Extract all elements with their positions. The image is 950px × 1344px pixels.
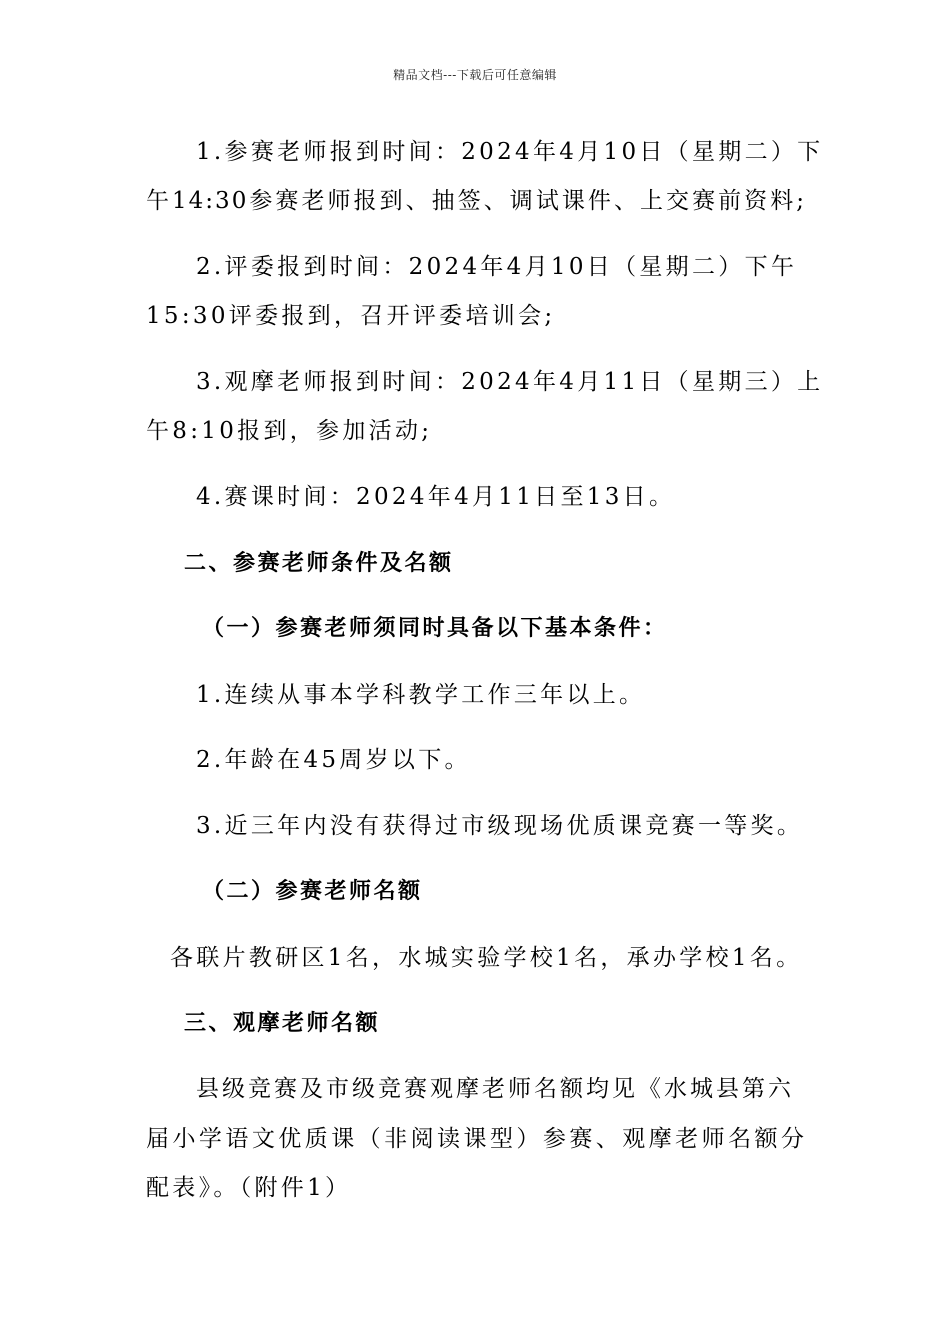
section3-title: 三、观摩老师名额 (184, 1011, 381, 1036)
section2-sub2: （二）参赛老师名额 (202, 879, 423, 904)
condition-1: 1.连续从事本学科教学工作三年以上。 (196, 682, 646, 708)
item1-line2: 午14:30参赛老师报到、抽签、调试课件、上交赛前资料; (146, 188, 806, 214)
item3-line2: 午8:10报到，参加活动; (146, 418, 433, 444)
page-header: 精品文档---下载后可任意编辑 (393, 68, 557, 82)
item2-line1: 2.评委报到时间：2024年4月10日（星期二）下午 (196, 254, 798, 280)
condition-3: 3.近三年内没有获得过市级现场优质课竞赛一等奖。 (196, 813, 804, 839)
quota-text: 各联片教研区1名，水城实验学校1名，承办学校1名。 (170, 945, 803, 971)
section2-title: 二、参赛老师条件及名额 (184, 551, 454, 576)
section3-line1: 县级竞赛及市级竞赛观摩老师名额均见《水城县第六 (196, 1076, 794, 1102)
item1-line1: 1.参赛老师报到时间：2024年4月10日（星期二）下 (196, 139, 824, 165)
item2-line2: 15:30评委报到，召开评委培训会; (146, 303, 556, 329)
section3-line2: 届小学语文优质课（非阅读课型）参赛、观摩老师名额分 (146, 1126, 806, 1152)
condition-2: 2.年龄在45周岁以下。 (196, 747, 471, 773)
item3-line1: 3.观摩老师报到时间：2024年4月11日（星期三）上 (196, 369, 824, 395)
section3-line3: 配表》。（附件1） (146, 1175, 352, 1201)
section2-sub1: （一）参赛老师须同时具备以下基本条件： (202, 616, 668, 641)
item4: 4.赛课时间：2024年4月11日至13日。 (196, 484, 676, 510)
